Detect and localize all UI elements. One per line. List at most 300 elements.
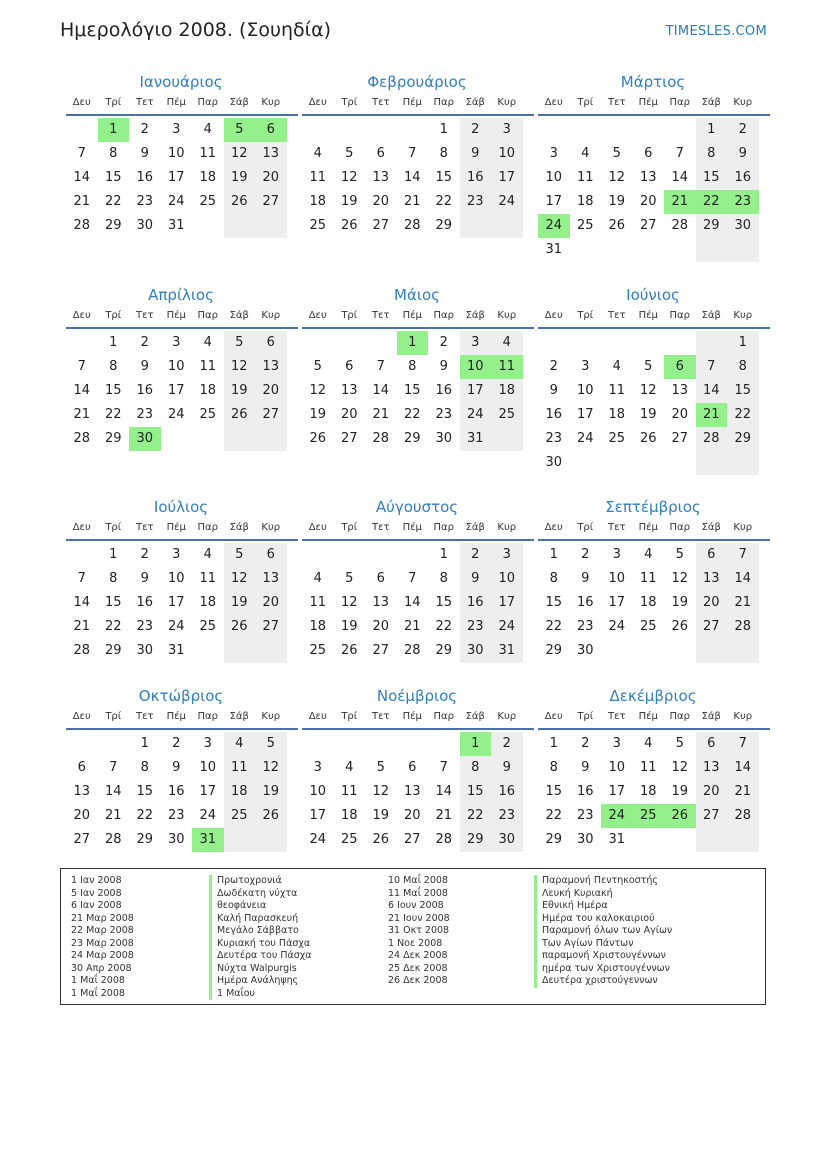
day-cell[interactable]: 8	[140, 760, 149, 775]
day-cell[interactable]: 10	[167, 359, 185, 374]
day-cell[interactable]: 27	[639, 218, 657, 233]
day-cell[interactable]: 24	[491, 615, 523, 639]
day-cell[interactable]: 9	[460, 142, 492, 166]
day-cell[interactable]: 23	[460, 615, 492, 639]
day-cell[interactable]: 4	[313, 146, 322, 161]
day-cell[interactable]: 21	[403, 619, 421, 634]
day-cell[interactable]: 4	[491, 331, 523, 355]
day-cell[interactable]: 22	[104, 619, 122, 634]
day-cell[interactable]: 13	[403, 784, 421, 799]
day-cell[interactable]: 26	[340, 218, 358, 233]
day-cell[interactable]: 11	[639, 571, 657, 586]
day-cell[interactable]: 23	[136, 194, 154, 209]
day-cell[interactable]: 26	[608, 218, 626, 233]
day-cell[interactable]: 15	[104, 170, 122, 185]
day-cell[interactable]: 9	[491, 756, 523, 780]
day-cell[interactable]: 25	[340, 832, 358, 847]
day-cell[interactable]: 20	[403, 808, 421, 823]
day-cell[interactable]: 2	[460, 543, 492, 567]
day-cell[interactable]: 13	[340, 383, 358, 398]
day-cell[interactable]: 25	[576, 218, 594, 233]
day-cell[interactable]: 16	[167, 784, 185, 799]
day-cell[interactable]: 17	[491, 591, 523, 615]
day-cell[interactable]: 12	[224, 567, 256, 591]
day-cell[interactable]: 28	[73, 218, 91, 233]
day-cell[interactable]: 2	[727, 118, 759, 142]
day-cell[interactable]: 10	[309, 784, 327, 799]
day-cell[interactable]: 5	[345, 571, 354, 586]
day-cell[interactable]: 6	[696, 543, 728, 567]
day-cell[interactable]: 12	[255, 756, 287, 780]
day-cell[interactable]: 12	[224, 355, 256, 379]
day-cell[interactable]: 31	[491, 639, 523, 663]
day-cell[interactable]: 21	[696, 403, 728, 427]
day-cell[interactable]: 24	[491, 190, 523, 214]
day-cell[interactable]: 20	[671, 407, 689, 422]
day-cell[interactable]: 24	[167, 194, 185, 209]
day-cell[interactable]: 29	[727, 427, 759, 451]
day-cell[interactable]: 30	[136, 218, 154, 233]
day-cell[interactable]: 12	[639, 383, 657, 398]
day-cell[interactable]: 18	[639, 784, 657, 799]
day-cell[interactable]: 20	[696, 780, 728, 804]
day-cell[interactable]: 23	[545, 431, 563, 446]
day-cell[interactable]: 19	[255, 780, 287, 804]
day-cell[interactable]: 10	[608, 760, 626, 775]
day-cell[interactable]: 8	[109, 571, 118, 586]
day-cell[interactable]: 6	[376, 146, 385, 161]
day-cell[interactable]: 20	[696, 591, 728, 615]
day-cell[interactable]: 22	[545, 808, 563, 823]
day-cell[interactable]: 28	[73, 643, 91, 658]
day-cell[interactable]: 7	[675, 146, 684, 161]
day-cell[interactable]: 19	[224, 166, 256, 190]
day-cell[interactable]: 25	[199, 619, 217, 634]
day-cell[interactable]: 27	[403, 832, 421, 847]
day-cell[interactable]: 1	[549, 547, 558, 562]
day-cell[interactable]: 3	[203, 736, 212, 751]
day-cell[interactable]: 5	[675, 547, 684, 562]
day-cell[interactable]: 19	[224, 379, 256, 403]
day-cell[interactable]: 11	[340, 784, 358, 799]
day-cell[interactable]: 30	[545, 455, 563, 470]
day-cell[interactable]: 7	[696, 355, 728, 379]
day-cell[interactable]: 13	[255, 567, 287, 591]
day-cell[interactable]: 19	[671, 784, 689, 799]
day-cell[interactable]: 7	[727, 543, 759, 567]
day-cell[interactable]: 20	[255, 379, 287, 403]
day-cell[interactable]: 4	[203, 335, 212, 350]
day-cell[interactable]: 26	[664, 804, 696, 828]
day-cell[interactable]: 16	[576, 595, 594, 610]
day-cell[interactable]: 2	[491, 732, 523, 756]
day-cell[interactable]: 31	[545, 242, 563, 257]
day-cell[interactable]: 11	[309, 595, 327, 610]
day-cell[interactable]: 14	[372, 383, 390, 398]
day-cell[interactable]: 12	[671, 760, 689, 775]
day-cell[interactable]: 3	[549, 146, 558, 161]
day-cell[interactable]: 20	[372, 619, 390, 634]
day-cell[interactable]: 9	[581, 571, 590, 586]
day-cell[interactable]: 11	[491, 355, 523, 379]
day-cell[interactable]: 4	[644, 547, 653, 562]
day-cell[interactable]: 14	[73, 383, 91, 398]
day-cell[interactable]: 15	[545, 784, 563, 799]
day-cell[interactable]: 19	[639, 407, 657, 422]
day-cell[interactable]: 22	[435, 194, 453, 209]
day-cell[interactable]: 22	[435, 619, 453, 634]
day-cell[interactable]: 14	[671, 170, 689, 185]
day-cell[interactable]: 17	[167, 595, 185, 610]
day-cell[interactable]: 13	[372, 170, 390, 185]
day-cell[interactable]: 7	[77, 359, 86, 374]
day-cell[interactable]: 12	[309, 383, 327, 398]
day-cell[interactable]: 20	[639, 194, 657, 209]
day-cell[interactable]: 11	[608, 383, 626, 398]
day-cell[interactable]: 22	[104, 194, 122, 209]
day-cell[interactable]: 22	[136, 808, 154, 823]
day-cell[interactable]: 30	[727, 214, 759, 238]
day-cell[interactable]: 27	[340, 431, 358, 446]
day-cell[interactable]: 26	[224, 403, 256, 427]
day-cell[interactable]: 1	[397, 331, 429, 355]
day-cell[interactable]: 15	[696, 166, 728, 190]
day-cell[interactable]: 16	[435, 383, 453, 398]
day-cell[interactable]: 17	[608, 784, 626, 799]
day-cell[interactable]: 28	[435, 832, 453, 847]
day-cell[interactable]: 18	[608, 407, 626, 422]
day-cell[interactable]: 7	[109, 760, 118, 775]
day-cell[interactable]: 27	[696, 615, 728, 639]
day-cell[interactable]: 18	[309, 619, 327, 634]
day-cell[interactable]: 29	[104, 643, 122, 658]
day-cell[interactable]: 28	[104, 832, 122, 847]
day-cell[interactable]: 3	[491, 543, 523, 567]
day-cell[interactable]: 11	[199, 359, 217, 374]
day-cell[interactable]: 31	[167, 643, 185, 658]
day-cell[interactable]: 4	[203, 547, 212, 562]
day-cell[interactable]: 7	[408, 146, 417, 161]
day-cell[interactable]: 6	[664, 355, 696, 379]
day-cell[interactable]: 27	[671, 431, 689, 446]
day-cell[interactable]: 3	[172, 547, 181, 562]
day-cell[interactable]: 27	[255, 190, 287, 214]
day-cell[interactable]: 29	[460, 828, 492, 852]
day-cell[interactable]: 4	[224, 732, 256, 756]
day-cell[interactable]: 30	[435, 431, 453, 446]
day-cell[interactable]: 30	[136, 643, 154, 658]
day-cell[interactable]: 26	[340, 643, 358, 658]
day-cell[interactable]: 5	[612, 146, 621, 161]
day-cell[interactable]: 10	[460, 355, 492, 379]
day-cell[interactable]: 21	[403, 194, 421, 209]
day-cell[interactable]: 13	[671, 383, 689, 398]
day-cell[interactable]: 25	[309, 218, 327, 233]
day-cell[interactable]: 21	[73, 407, 91, 422]
day-cell[interactable]: 6	[77, 760, 86, 775]
day-cell[interactable]: 26	[255, 804, 287, 828]
day-cell[interactable]: 16	[727, 166, 759, 190]
day-cell[interactable]: 19	[608, 194, 626, 209]
day-cell[interactable]: 27	[696, 804, 728, 828]
day-cell[interactable]: 1	[109, 547, 118, 562]
day-cell[interactable]: 24	[601, 804, 633, 828]
day-cell[interactable]: 25	[309, 643, 327, 658]
day-cell[interactable]: 20	[340, 407, 358, 422]
day-cell[interactable]: 11	[224, 756, 256, 780]
day-cell[interactable]: 25	[199, 407, 217, 422]
day-cell[interactable]: 12	[224, 142, 256, 166]
day-cell[interactable]: 4	[644, 736, 653, 751]
day-cell[interactable]: 8	[696, 142, 728, 166]
day-cell[interactable]: 7	[376, 359, 385, 374]
day-cell[interactable]: 3	[581, 359, 590, 374]
site-logo[interactable]: TIMESLES.COM	[665, 24, 767, 39]
day-cell[interactable]: 26	[224, 615, 256, 639]
day-cell[interactable]: 9	[727, 142, 759, 166]
day-cell[interactable]: 12	[340, 170, 358, 185]
day-cell[interactable]: 17	[167, 383, 185, 398]
day-cell[interactable]: 7	[408, 571, 417, 586]
day-cell[interactable]: 6	[255, 118, 287, 142]
day-cell[interactable]: 11	[309, 170, 327, 185]
day-cell[interactable]: 20	[372, 194, 390, 209]
day-cell[interactable]: 21	[372, 407, 390, 422]
day-cell[interactable]: 4	[203, 122, 212, 137]
day-cell[interactable]: 9	[140, 571, 149, 586]
day-cell[interactable]: 21	[727, 780, 759, 804]
day-cell[interactable]: 29	[104, 218, 122, 233]
day-cell[interactable]: 29	[696, 214, 728, 238]
day-cell[interactable]: 17	[199, 784, 217, 799]
day-cell[interactable]: 27	[372, 643, 390, 658]
day-cell[interactable]: 25	[633, 804, 665, 828]
day-cell[interactable]: 3	[313, 760, 322, 775]
day-cell[interactable]: 23	[136, 407, 154, 422]
day-cell[interactable]: 17	[545, 194, 563, 209]
day-cell[interactable]: 5	[224, 543, 256, 567]
day-cell[interactable]: 12	[608, 170, 626, 185]
day-cell[interactable]: 7	[77, 571, 86, 586]
day-cell[interactable]: 1	[727, 331, 759, 355]
day-cell[interactable]: 18	[491, 379, 523, 403]
day-cell[interactable]: 2	[439, 335, 448, 350]
day-cell[interactable]: 1	[549, 736, 558, 751]
day-cell[interactable]: 4	[345, 760, 354, 775]
day-cell[interactable]: 2	[140, 547, 149, 562]
day-cell[interactable]: 5	[224, 118, 256, 142]
day-cell[interactable]: 22	[104, 407, 122, 422]
day-cell[interactable]: 6	[255, 543, 287, 567]
day-cell[interactable]: 2	[140, 335, 149, 350]
day-cell[interactable]: 29	[403, 431, 421, 446]
day-cell[interactable]: 25	[491, 403, 523, 427]
day-cell[interactable]: 23	[435, 407, 453, 422]
day-cell[interactable]: 18	[576, 194, 594, 209]
day-cell[interactable]: 14	[727, 567, 759, 591]
day-cell[interactable]: 7	[439, 760, 448, 775]
day-cell[interactable]: 3	[612, 736, 621, 751]
day-cell[interactable]: 10	[167, 571, 185, 586]
day-cell[interactable]: 29	[104, 431, 122, 446]
day-cell[interactable]: 15	[104, 595, 122, 610]
day-cell[interactable]: 15	[435, 595, 453, 610]
day-cell[interactable]: 13	[639, 170, 657, 185]
day-cell[interactable]: 30	[576, 832, 594, 847]
day-cell[interactable]: 2	[460, 118, 492, 142]
day-cell[interactable]: 14	[727, 756, 759, 780]
day-cell[interactable]: 18	[199, 383, 217, 398]
day-cell[interactable]: 31	[608, 832, 626, 847]
day-cell[interactable]: 19	[372, 808, 390, 823]
day-cell[interactable]: 16	[136, 170, 154, 185]
day-cell[interactable]: 2	[549, 359, 558, 374]
day-cell[interactable]: 9	[172, 760, 181, 775]
day-cell[interactable]: 28	[671, 218, 689, 233]
day-cell[interactable]: 7	[77, 146, 86, 161]
day-cell[interactable]: 3	[612, 547, 621, 562]
day-cell[interactable]: 6	[255, 331, 287, 355]
day-cell[interactable]: 16	[545, 407, 563, 422]
day-cell[interactable]: 4	[612, 359, 621, 374]
day-cell[interactable]: 19	[224, 591, 256, 615]
day-cell[interactable]: 15	[136, 784, 154, 799]
day-cell[interactable]: 3	[172, 335, 181, 350]
day-cell[interactable]: 15	[104, 383, 122, 398]
day-cell[interactable]: 17	[460, 379, 492, 403]
day-cell[interactable]: 17	[309, 808, 327, 823]
day-cell[interactable]: 17	[576, 407, 594, 422]
day-cell[interactable]: 28	[727, 615, 759, 639]
day-cell[interactable]: 20	[255, 166, 287, 190]
day-cell[interactable]: 17	[491, 166, 523, 190]
day-cell[interactable]: 3	[172, 122, 181, 137]
day-cell[interactable]: 15	[435, 170, 453, 185]
day-cell[interactable]: 26	[309, 431, 327, 446]
day-cell[interactable]: 18	[199, 595, 217, 610]
day-cell[interactable]: 13	[255, 355, 287, 379]
day-cell[interactable]: 13	[255, 142, 287, 166]
day-cell[interactable]: 17	[167, 170, 185, 185]
day-cell[interactable]: 24	[167, 619, 185, 634]
day-cell[interactable]: 9	[581, 760, 590, 775]
day-cell[interactable]: 1	[439, 122, 448, 137]
day-cell[interactable]: 11	[199, 146, 217, 161]
day-cell[interactable]: 27	[73, 832, 91, 847]
day-cell[interactable]: 14	[435, 784, 453, 799]
day-cell[interactable]: 24	[576, 431, 594, 446]
day-cell[interactable]: 18	[199, 170, 217, 185]
day-cell[interactable]: 12	[372, 784, 390, 799]
day-cell[interactable]: 29	[545, 643, 563, 658]
day-cell[interactable]: 24	[199, 808, 217, 823]
day-cell[interactable]: 21	[73, 194, 91, 209]
day-cell[interactable]: 14	[73, 595, 91, 610]
day-cell[interactable]: 31	[460, 427, 492, 451]
day-cell[interactable]: 18	[639, 595, 657, 610]
day-cell[interactable]: 17	[608, 595, 626, 610]
day-cell[interactable]: 21	[727, 591, 759, 615]
day-cell[interactable]: 16	[136, 595, 154, 610]
day-cell[interactable]: 4	[313, 571, 322, 586]
day-cell[interactable]: 10	[491, 567, 523, 591]
day-cell[interactable]: 5	[376, 760, 385, 775]
day-cell[interactable]: 9	[140, 359, 149, 374]
day-cell[interactable]: 10	[491, 142, 523, 166]
day-cell[interactable]: 28	[372, 431, 390, 446]
day-cell[interactable]: 6	[644, 146, 653, 161]
day-cell[interactable]: 13	[372, 595, 390, 610]
day-cell[interactable]: 9	[460, 567, 492, 591]
day-cell[interactable]: 23	[576, 619, 594, 634]
day-cell[interactable]: 16	[460, 166, 492, 190]
day-cell[interactable]: 22	[545, 619, 563, 634]
day-cell[interactable]: 26	[671, 619, 689, 634]
day-cell[interactable]: 2	[581, 736, 590, 751]
day-cell[interactable]: 28	[727, 804, 759, 828]
day-cell[interactable]: 22	[403, 407, 421, 422]
day-cell[interactable]: 8	[727, 355, 759, 379]
day-cell[interactable]: 10	[545, 170, 563, 185]
day-cell[interactable]: 10	[167, 146, 185, 161]
day-cell[interactable]: 16	[576, 784, 594, 799]
day-cell[interactable]: 18	[309, 194, 327, 209]
day-cell[interactable]: 11	[199, 571, 217, 586]
day-cell[interactable]: 23	[460, 190, 492, 214]
day-cell[interactable]: 25	[199, 194, 217, 209]
day-cell[interactable]: 5	[644, 359, 653, 374]
day-cell[interactable]: 13	[696, 567, 728, 591]
day-cell[interactable]: 8	[549, 760, 558, 775]
day-cell[interactable]: 24	[538, 214, 570, 238]
day-cell[interactable]: 14	[403, 595, 421, 610]
day-cell[interactable]: 26	[224, 190, 256, 214]
day-cell[interactable]: 2	[581, 547, 590, 562]
day-cell[interactable]: 12	[671, 571, 689, 586]
day-cell[interactable]: 19	[340, 194, 358, 209]
day-cell[interactable]: 3	[491, 118, 523, 142]
day-cell[interactable]: 22	[460, 804, 492, 828]
day-cell[interactable]: 25	[639, 619, 657, 634]
day-cell[interactable]: 15	[545, 595, 563, 610]
day-cell[interactable]: 5	[313, 359, 322, 374]
day-cell[interactable]: 30	[460, 639, 492, 663]
day-cell[interactable]: 14	[73, 170, 91, 185]
day-cell[interactable]: 27	[255, 403, 287, 427]
day-cell[interactable]: 28	[403, 643, 421, 658]
day-cell[interactable]: 31	[192, 828, 224, 852]
day-cell[interactable]: 1	[439, 547, 448, 562]
day-cell[interactable]: 27	[372, 218, 390, 233]
day-cell[interactable]: 12	[340, 595, 358, 610]
day-cell[interactable]: 23	[136, 619, 154, 634]
day-cell[interactable]: 24	[460, 403, 492, 427]
day-cell[interactable]: 6	[376, 571, 385, 586]
day-cell[interactable]: 16	[460, 591, 492, 615]
day-cell[interactable]: 26	[372, 832, 390, 847]
day-cell[interactable]: 21	[104, 808, 122, 823]
day-cell[interactable]: 4	[581, 146, 590, 161]
day-cell[interactable]: 6	[696, 732, 728, 756]
day-cell[interactable]: 28	[73, 431, 91, 446]
day-cell[interactable]: 29	[136, 832, 154, 847]
day-cell[interactable]: 31	[167, 218, 185, 233]
day-cell[interactable]: 30	[167, 832, 185, 847]
day-cell[interactable]: 19	[340, 619, 358, 634]
day-cell[interactable]: 18	[224, 780, 256, 804]
day-cell[interactable]: 10	[199, 760, 217, 775]
day-cell[interactable]: 1	[460, 732, 492, 756]
